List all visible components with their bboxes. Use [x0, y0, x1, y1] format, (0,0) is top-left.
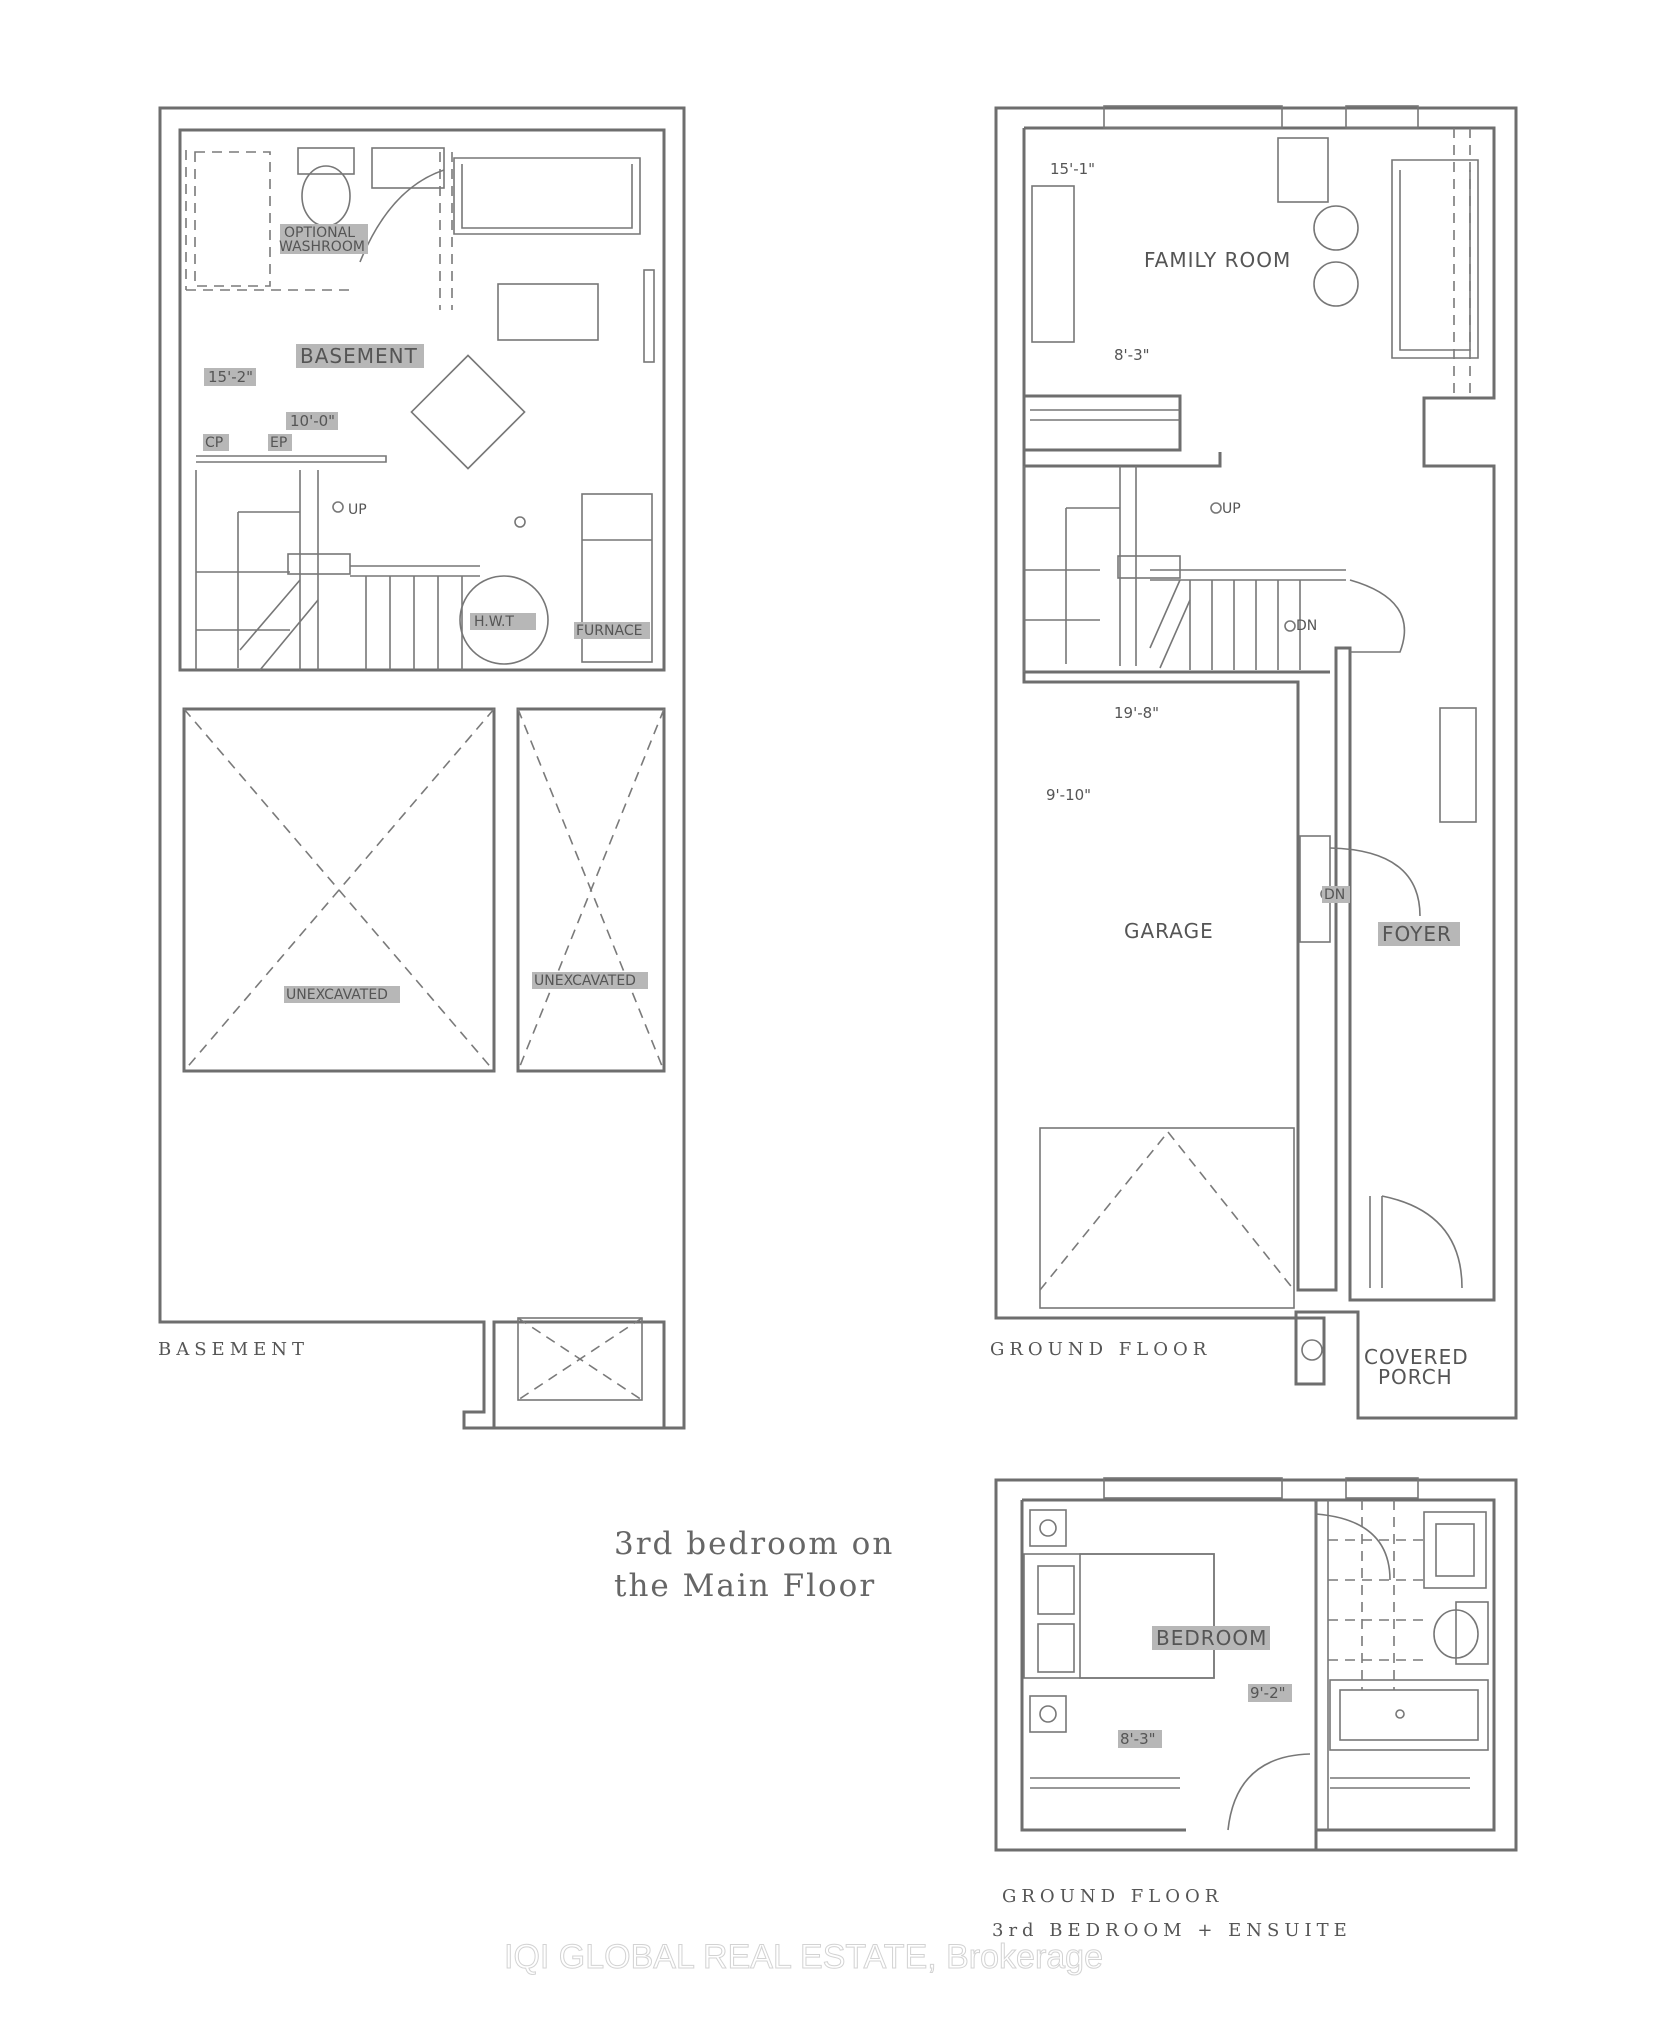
- basement-plan: [160, 108, 684, 1428]
- bedroom-width-dim: 9'-2": [1250, 1684, 1286, 1702]
- unexcavated-right-label: UNEXCAVATED: [534, 973, 636, 989]
- basement-caption: BASEMENT: [158, 1339, 310, 1360]
- ground-floor-caption-2: GROUND FLOOR: [1002, 1886, 1224, 1907]
- family-room-label: FAMILY ROOM: [1144, 248, 1292, 272]
- cp-label: CP: [205, 435, 224, 451]
- basement-up-label: UP: [348, 502, 367, 518]
- foyer-label: FOYER: [1382, 922, 1452, 946]
- furnace-label: FURNACE: [576, 623, 643, 639]
- hwt-label: H.W.T: [474, 614, 514, 630]
- garage-width-dim: 9'-10": [1046, 786, 1092, 804]
- covered-porch-label-1: COVERED: [1364, 1345, 1469, 1369]
- covered-porch-label-2: PORCH: [1378, 1365, 1453, 1389]
- garage-depth-dim: 19'-8": [1114, 704, 1160, 722]
- basement-depth-dim: 10'-0": [290, 412, 336, 430]
- garage-dn-label: DN: [1324, 887, 1346, 903]
- ground-floor-caption: GROUND FLOOR: [990, 1339, 1212, 1360]
- ground-up-label: UP: [1222, 501, 1241, 517]
- bedroom-note-line-2: the Main Floor: [614, 1568, 877, 1604]
- bedroom-option-plan: [996, 1478, 1516, 1850]
- optional-washroom-label-1: OPTIONAL: [284, 225, 356, 241]
- ep-label: EP: [270, 435, 288, 451]
- bedroom-label: BEDROOM: [1156, 1626, 1268, 1650]
- bedroom-depth-dim: 8'-3": [1120, 1730, 1156, 1748]
- ground-floor-plan: [996, 106, 1516, 1418]
- bedroom-note-line-1: 3rd bedroom on: [614, 1526, 895, 1562]
- brokerage-watermark: IQI GLOBAL REAL ESTATE, Brokerage: [504, 1938, 1104, 1976]
- bedroom-ensuite-caption: 3rd BEDROOM + ENSUITE: [992, 1920, 1352, 1941]
- basement-room-label: BASEMENT: [300, 344, 418, 368]
- unexcavated-left-label: UNEXCAVATED: [286, 987, 388, 1003]
- garage-label: GARAGE: [1124, 919, 1214, 943]
- stairs-dn-label: DN: [1296, 618, 1318, 634]
- family-width-dim: 15'-1": [1050, 160, 1096, 178]
- family-depth-dim: 8'-3": [1114, 346, 1150, 364]
- optional-washroom-label-2: WASHROOM: [279, 239, 365, 255]
- basement-width-dim: 15'-2": [208, 368, 254, 386]
